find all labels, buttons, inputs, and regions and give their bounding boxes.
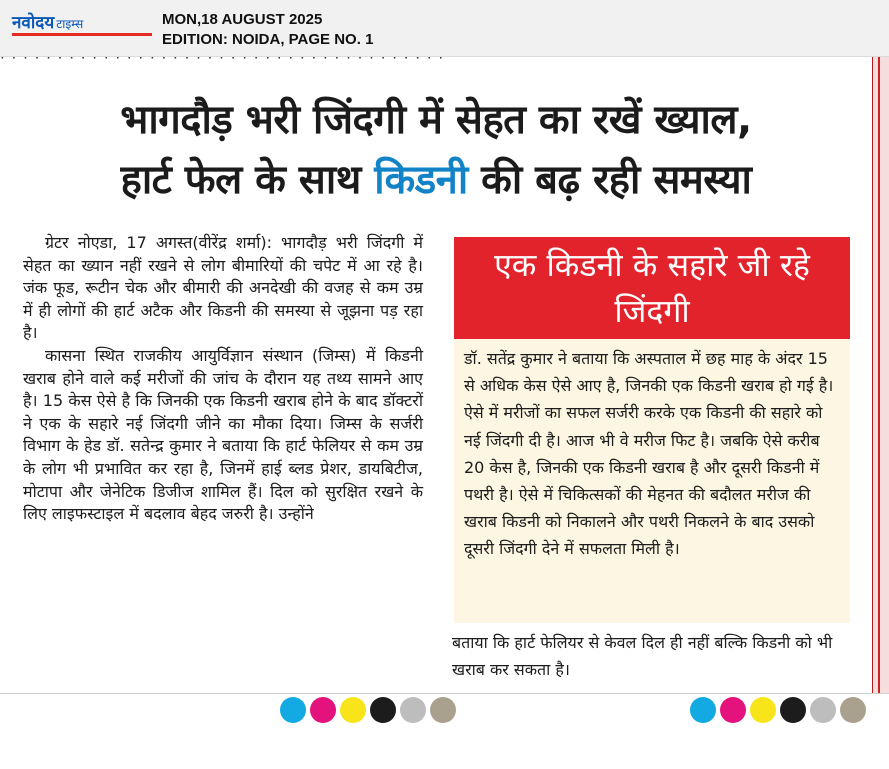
swatch-gray bbox=[400, 697, 426, 723]
logo-main-text: नवोदय bbox=[12, 13, 55, 33]
cut-off-text-line: · · · · · · · · · · · · · · · · · · · · · · · · · · · · · · · · · · · · · · · bbox=[0, 57, 445, 67]
swatch-yellow bbox=[750, 697, 776, 723]
logo-sub-text: टाइम्स bbox=[56, 17, 84, 31]
headline-line-1: भागदौड़ भरी जिंदगी में सेहत का रखें ख्याल, bbox=[120, 97, 752, 143]
swatch-black bbox=[780, 697, 806, 723]
swatch-black bbox=[370, 697, 396, 723]
masthead-bar bbox=[0, 0, 889, 57]
sidebar-box-text: डॉ. सतेंद्र कुमार ने बताया कि अस्पताल में छह माह के अंदर 15 से अधिक केस ऐसे आए है, जिनकी एक किडनी खराब हो गई है। ऐसे में मरीजों का सफल सर्जरी करके एक किडनी की सहारे को नई जिंदगी दी है। आज भी वे मरीज फिट है। जबकि ऐसे करीब 20 केस है, जिनकी एक किडनी खराब है और दूसरी किडनी में पथरी है। ऐसे में चिकित्सकों की मेहनत की बदौलत मरीज की खराब किडनी को निकालने और पथरी निकलने के बाद उसको दूसरी जिंदगी देने में सफलता मिली है। bbox=[454, 339, 850, 623]
color-registration-marks-left bbox=[280, 697, 456, 723]
swatch-magenta bbox=[720, 697, 746, 723]
color-registration-marks-right bbox=[690, 697, 866, 723]
adjacent-column-edge bbox=[872, 57, 889, 693]
sidebar-box-title: एक किडनी के सहारे जी रहे जिंदगी bbox=[454, 237, 850, 339]
swatch-cyan bbox=[690, 697, 716, 723]
article-paragraph-2: कासना स्थित राजकीय आयुर्विज्ञान संस्थान (जिम्स) में किडनी खराब होने वाले कई मरीजों की जांच के दौरान यह तथ्य सामने आए है। 15 केस ऐसे है कि जिनकी एक किडनी खराब होने के बाद डॉक्टरों ने एक के सहारे नई जिंदगी जीने का मौका दिया। जिम्स के सर्जरी विभाग के हेड डॉ. सतेन्द्र कुमार ने बताया कि हार्ट फेलियर से कम उम्र के लोग भी प्रभावित कर रहा है, जिनमें हाई ब्लड प्रेशर, डायबिटीज, मोटापा और जेनेटिक डिजीज शामिल हैं। दिल को सुरक्षित रखने के लिए लाइफस्टाइल में बदलाव बेहद जरुरी है। उन्होंने bbox=[23, 345, 423, 524]
swatch-gray bbox=[810, 697, 836, 723]
logo-underline bbox=[12, 33, 152, 36]
page-bottom-divider bbox=[0, 693, 889, 694]
swatch-taupe bbox=[840, 697, 866, 723]
headline-line-2 bbox=[0, 155, 872, 205]
newspaper-logo[interactable] bbox=[12, 10, 83, 32]
headline-highlight-kidney: किडनी bbox=[374, 157, 468, 203]
edition-info bbox=[162, 10, 373, 50]
article-right-tail: बताया कि हार्ट फेलियर से केवल दिल ही नहीं बल्कि किडनी को भी खराब कर सकता है। bbox=[452, 633, 833, 679]
headline-part-b: की बढ़ रही समस्या bbox=[467, 157, 752, 203]
edition-date: MON,18 AUGUST 2025 bbox=[162, 11, 323, 28]
headline-part-a: हार्ट फेल के साथ bbox=[120, 157, 375, 203]
article-left-column bbox=[23, 232, 423, 526]
article-paragraph-1: ग्रेटर नोएडा, 17 अगस्त(वीरेंद्र शर्मा): भागदौड़ भरी जिंदगी में सेहत का ख्यान नहीं रखने से लोग बीमारियों की चपेट में आ रहे है। जंक फूड, रूटीन चेक और बीमारी की अनदेखी की वजह से कम उम्र में ही लोगों की हार्ट अटैक और किडनी की समस्या से जूझना पड़ रहा है। bbox=[23, 233, 423, 343]
swatch-yellow bbox=[340, 697, 366, 723]
edition-page: EDITION: NOIDA, PAGE NO. 1 bbox=[162, 31, 374, 48]
swatch-taupe bbox=[430, 697, 456, 723]
swatch-cyan bbox=[280, 697, 306, 723]
adjacent-column-rule bbox=[878, 57, 880, 693]
swatch-magenta bbox=[310, 697, 336, 723]
newspaper-clipping bbox=[0, 57, 872, 693]
